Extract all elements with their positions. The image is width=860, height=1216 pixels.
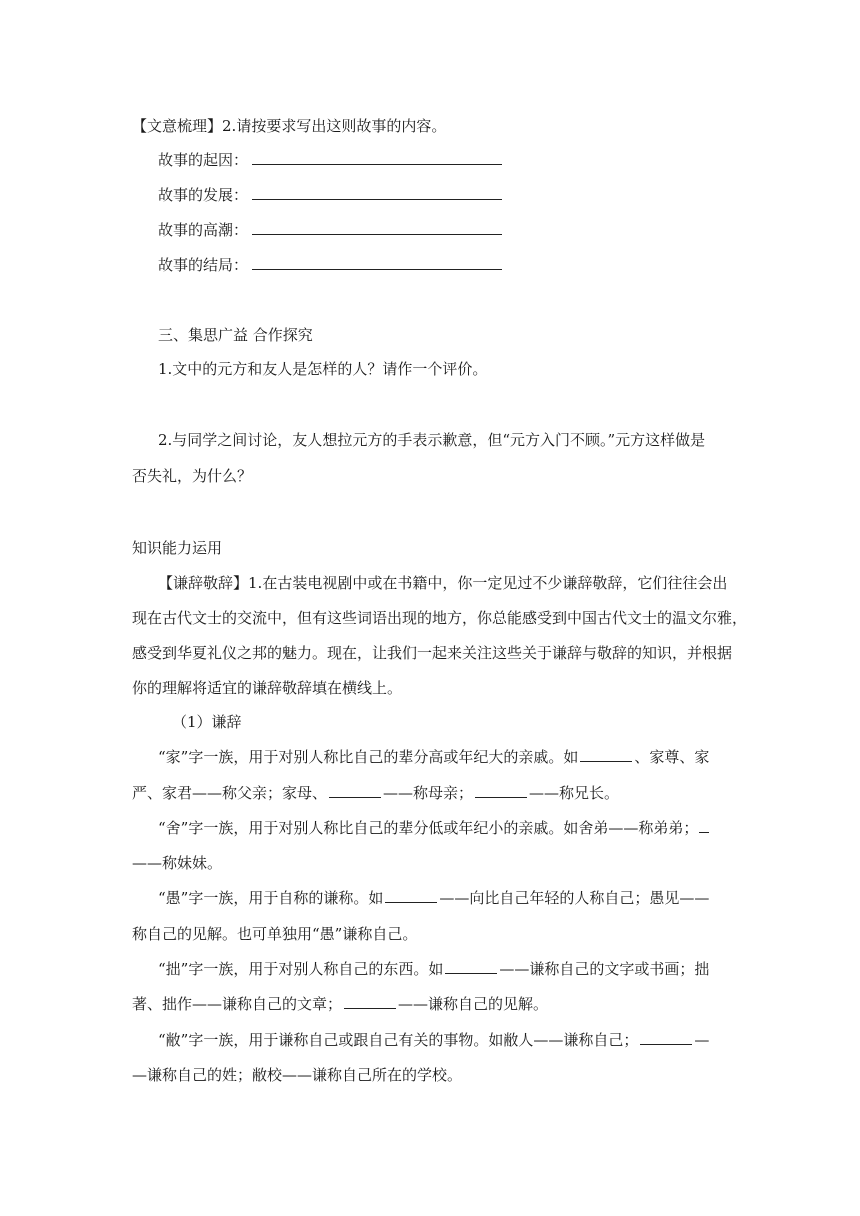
knowledge-intro-line1 (158, 573, 727, 593)
zhuo-line2 (132, 994, 548, 1014)
jia-text-c: 严、家君——称父亲；家母、 (132, 784, 328, 802)
zhuo-writing-blank[interactable] (445, 959, 497, 974)
story-development-row (158, 185, 502, 205)
zhuo-text-d: ——谦称自己的见解。 (398, 995, 549, 1013)
story-ending-row (158, 255, 502, 275)
jia-text-e: ——称兄长。 (529, 784, 620, 802)
bi-line1 (158, 1030, 709, 1050)
jia-line2 (132, 783, 619, 803)
knowledge-intro-text1: 1.在古装电视剧中或在书籍中，你一定见过不少谦辞敬辞，它们往往会出 (248, 574, 728, 592)
zhuo-text-b: ——谦称自己的文字或书画；拙 (499, 960, 710, 978)
story-cause-blank[interactable] (252, 150, 502, 165)
bi-text-a: “敝”字一族，用于谦称自己或跟自己有关的事物。如敝人——谦称自己； (158, 1031, 639, 1049)
section-three-q2-line1: 2.与同学之间讨论，友人想拉元方的手表示歉意，但“元方入门不顾。”元方这样做是 (158, 431, 706, 449)
story-cause-row (158, 150, 502, 170)
knowledge-intro-line3: 感受到华夏礼仪之邦的魅力。现在，让我们一起来关注这些关于谦辞与敬辞的知识，并根据 (132, 644, 733, 662)
story-ending-label: 故事的结局： (158, 256, 249, 274)
knowledge-intro-tag: 【谦辞敬辞】 (158, 574, 249, 592)
section-three-q2-line2: 否失礼，为什么？ (132, 467, 253, 485)
section-three-q1: 1.文中的元方和友人是怎样的人？请作一个评价。 (158, 360, 488, 378)
zhuo-line1 (158, 959, 709, 979)
bi-line2: —谦称自己的姓；敝校——谦称自己所在的学校。 (132, 1066, 463, 1084)
knowledge-intro-line4: 你的理解将适宜的谦辞敬辞填在横线上。 (132, 679, 403, 697)
knowledge-heading: 知识能力运用 (132, 539, 223, 557)
jia-brother-blank[interactable] (475, 783, 527, 798)
she-text-a: “舍”字一族，用于对别人称比自己的辈分低或年纪小的亲戚。如舍弟——称弟弟； (158, 819, 699, 837)
section-three-heading: 三、集思广益 合作探究 (158, 326, 313, 344)
knowledge-intro-line2: 现在古代文士的交流中，但有这些词语出现的地方，你总能感受到中国古代文士的温文尔雅， (132, 609, 748, 627)
zhuo-text-c: 著、拙作——谦称自己的文章； (132, 995, 343, 1013)
jia-text-b: 、家尊、家 (634, 748, 710, 766)
she-sister-blank[interactable] (699, 818, 709, 833)
bi-text-b: — (694, 1031, 710, 1049)
yu-line2: 称自己的见解。也可单独用“愚”谦称自己。 (132, 925, 418, 943)
story-ending-blank[interactable] (252, 255, 502, 270)
jia-text-d: ——称母亲； (383, 784, 474, 802)
zhuo-opinion-blank[interactable] (344, 994, 396, 1009)
story-development-label: 故事的发展： (158, 186, 249, 204)
jia-text-a: “家”字一族，用于对别人称比自己的辈分高或年纪大的亲戚。如 (158, 748, 579, 766)
yu-text-b: ——向比自己年轻的人称自己；愚见—— (439, 889, 710, 907)
yu-line1 (158, 888, 709, 908)
jia-line1 (158, 747, 709, 767)
jia-mother-blank[interactable] (329, 783, 381, 798)
story-climax-label: 故事的高潮： (158, 221, 249, 239)
story-development-blank[interactable] (252, 185, 502, 200)
wenyi-question-text: 2.请按要求写出这则故事的内容。 (222, 117, 447, 135)
modest-words-heading: （1）谦辞 (172, 713, 242, 731)
story-climax-row (158, 220, 502, 240)
yu-self-blank[interactable] (385, 888, 437, 903)
wenyi-question (132, 116, 446, 136)
she-line1 (158, 818, 710, 838)
jia-father-blank[interactable] (580, 747, 632, 762)
wenyi-tag: 【文意梳理】 (132, 117, 223, 135)
story-cause-label: 故事的起因： (158, 151, 249, 169)
bi-surname-blank[interactable] (640, 1030, 692, 1045)
story-climax-blank[interactable] (252, 220, 502, 235)
she-line2: ——称妹妹。 (132, 854, 223, 872)
zhuo-text-a: “拙”字一族，用于对别人称自己的东西。如 (158, 960, 444, 978)
yu-text-a: “愚”字一族，用于自称的谦称。如 (158, 889, 384, 907)
